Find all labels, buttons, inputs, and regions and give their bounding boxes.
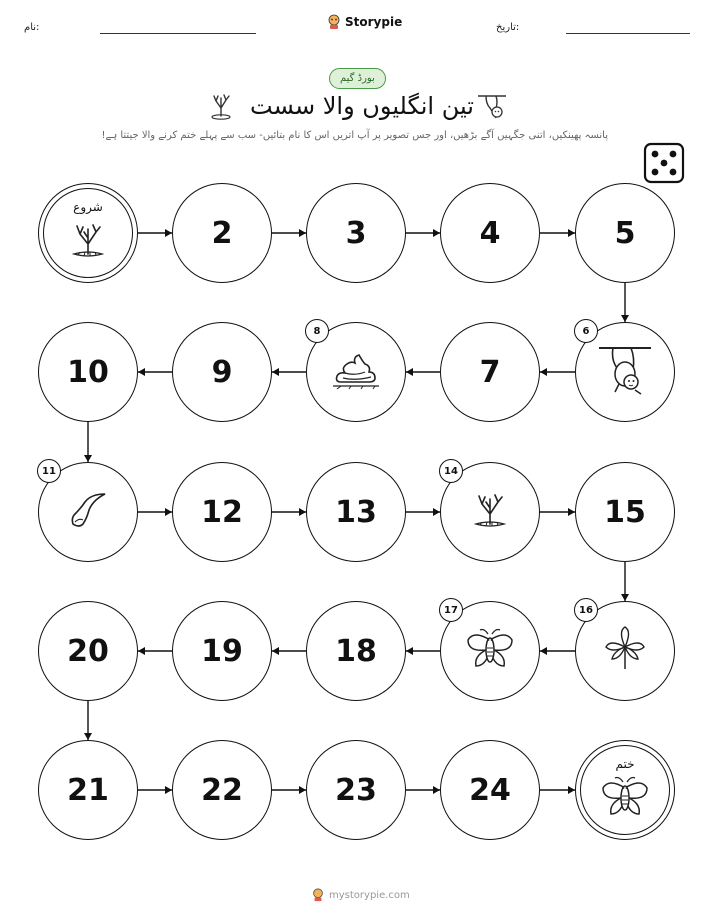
space-number: 2	[211, 215, 233, 251]
board-space	[575, 322, 675, 422]
board-space	[172, 322, 272, 422]
arrow-head	[165, 229, 172, 237]
board-space	[306, 322, 406, 422]
board-space	[575, 183, 675, 283]
arrow-head	[540, 368, 547, 376]
space-number: 20	[67, 633, 109, 669]
arrow-head	[272, 368, 279, 376]
space-number: 9	[211, 354, 233, 390]
space-number: 13	[335, 494, 377, 530]
space-number: 21	[67, 772, 109, 808]
space-number: 11	[37, 459, 61, 483]
storypie-footer-icon	[311, 888, 325, 902]
arrow-head	[406, 647, 413, 655]
end-label: ختم	[615, 757, 635, 771]
space-number: 12	[201, 494, 243, 530]
coral-icon	[468, 490, 512, 534]
arrow-head	[406, 368, 413, 376]
arrow-head	[299, 229, 306, 237]
space-number: 19	[201, 633, 243, 669]
poop-icon	[329, 348, 383, 396]
arrow-head	[138, 368, 145, 376]
space-number: 5	[614, 215, 636, 251]
arrow-head	[138, 647, 145, 655]
board-space	[575, 462, 675, 562]
start-space	[38, 183, 138, 283]
storypie-logo-icon	[327, 14, 341, 30]
board-space	[440, 322, 540, 422]
board-space	[306, 740, 406, 840]
board-space	[440, 462, 540, 562]
board-space	[38, 322, 138, 422]
page-title: تین انگلیوں والا سست	[250, 92, 474, 120]
board-space	[440, 740, 540, 840]
arrow-head	[568, 229, 575, 237]
category-badge: بورڈ گیم	[329, 68, 386, 89]
brand	[327, 14, 402, 30]
coral-title-icon	[207, 92, 235, 124]
footer-url: mystorypie.com	[329, 889, 410, 901]
space-number: 24	[469, 772, 511, 808]
moth-icon	[464, 626, 516, 676]
space-number: 3	[345, 215, 367, 251]
space-number: 22	[201, 772, 243, 808]
arrow-head	[568, 508, 575, 516]
footer	[311, 888, 410, 902]
board-space	[306, 601, 406, 701]
name-label: نام:	[24, 22, 40, 33]
board-space	[172, 601, 272, 701]
arrow-head	[568, 786, 575, 794]
arrow-head	[621, 594, 629, 601]
space-number: 23	[335, 772, 377, 808]
arrow-head	[165, 508, 172, 516]
instructions: پانسہ پھینکیں، اتنی جگہیں آگے بڑھیں، اور جس تصویر پر آپ اتریں اس کا نام بتائیں- سب سے پہلے ختم کرنے والا جیتتا ہے!	[101, 130, 608, 141]
arrow-head	[540, 647, 547, 655]
end-space	[575, 740, 675, 840]
arrow-head	[165, 786, 172, 794]
sloth-title-icon	[476, 92, 508, 126]
space-number: 14	[439, 459, 463, 483]
leaf-icon	[600, 623, 650, 679]
start-label: شروع	[73, 200, 103, 214]
space-number: 7	[479, 354, 501, 390]
arrow-head	[272, 647, 279, 655]
arrow-head	[433, 786, 440, 794]
arrow-head	[433, 508, 440, 516]
moth-icon	[599, 774, 651, 824]
arrow-head	[84, 455, 92, 462]
board-space	[575, 601, 675, 701]
board-space	[38, 601, 138, 701]
claw-icon	[63, 488, 113, 536]
brand-name: Storypie	[345, 15, 403, 29]
space-number: 15	[604, 494, 646, 530]
coral-icon	[66, 220, 110, 264]
board-space	[172, 462, 272, 562]
sloth-icon	[595, 342, 655, 402]
board-space	[38, 462, 138, 562]
space-number: 16	[574, 598, 598, 622]
space-number: 18	[335, 633, 377, 669]
board-space	[172, 183, 272, 283]
board-space	[440, 183, 540, 283]
space-number: 17	[439, 598, 463, 622]
space-number: 6	[574, 319, 598, 343]
dice-icon	[643, 142, 685, 188]
board-space	[440, 601, 540, 701]
date-label: تاریخ:	[496, 22, 520, 33]
arrow-head	[433, 229, 440, 237]
board-space	[306, 183, 406, 283]
name-line[interactable]	[100, 33, 256, 34]
space-number: 4	[479, 215, 501, 251]
date-line[interactable]	[566, 33, 690, 34]
space-number: 8	[305, 319, 329, 343]
space-number: 10	[67, 354, 109, 390]
board-space	[38, 740, 138, 840]
arrow-head	[84, 733, 92, 740]
board-space	[172, 740, 272, 840]
arrow-head	[621, 315, 629, 322]
board-space	[306, 462, 406, 562]
arrow-head	[299, 786, 306, 794]
arrow-head	[299, 508, 306, 516]
